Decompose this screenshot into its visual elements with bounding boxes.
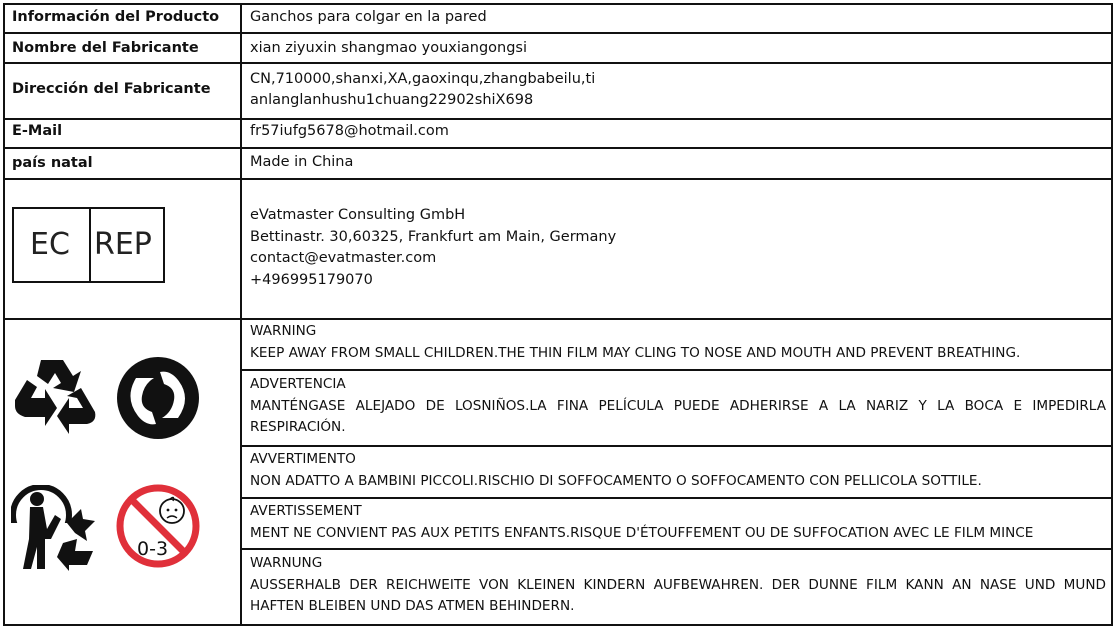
row-divider bbox=[3, 147, 1113, 149]
email-label: E-Mail bbox=[12, 123, 63, 139]
table-border-right bbox=[1111, 3, 1113, 626]
tidyman-icon bbox=[11, 485, 101, 571]
manufacturer-name-value: xian ziyuxin shangmao youxiangongsi bbox=[250, 40, 528, 56]
warning-it-title: AVVERTIMENTO bbox=[250, 451, 356, 467]
warning-de-text: AUSSERHALB DER REICHWEITE VON KLEINEN KINDERN AUFBEWAHREN. DER DUNNE FILM KANN AN NASE UND MUND HAFTEN BLEIBEN UND DAS ATMEN BEHINDERN. bbox=[250, 576, 1106, 614]
warning-de-title: WARNUNG bbox=[250, 555, 323, 571]
email-value: fr57iufg5678@hotmail.com bbox=[250, 123, 449, 139]
row-divider bbox=[3, 62, 1113, 64]
warning-divider bbox=[240, 369, 1113, 371]
ec-rep-logo-divider bbox=[89, 209, 91, 281]
product-value: Ganchos para colgar en la pared bbox=[250, 9, 487, 25]
age-0-3-warning-icon bbox=[115, 483, 201, 569]
warning-divider bbox=[240, 445, 1113, 447]
ec-rep-email: contact@evatmaster.com bbox=[250, 250, 437, 266]
product-label: Información del Producto bbox=[12, 9, 220, 25]
column-divider bbox=[240, 3, 242, 626]
warning-en-text: KEEP AWAY FROM SMALL CHILDREN.THE THIN FILM MAY CLING TO NOSE AND MOUTH AND PREVENT BREATHING. bbox=[250, 344, 1021, 361]
warning-it bbox=[250, 449, 982, 492]
warning-es-text: MANTÉNGASE ALEJADO DE LOSNIÑOS.LA FINA PELÍCULA PUEDE ADHERIRSE A LA NARIZ Y LA BOCA E IMPEDIRLA RESPIRACIÓN. bbox=[250, 397, 1106, 435]
warning-en-title: WARNING bbox=[250, 323, 317, 339]
manufacturer-address-line1: CN,710000,shanxi,XA,gaoxinqu,zhangbabeilu,ti bbox=[250, 71, 596, 87]
warning-it-text: NON ADATTO A BAMBINI PICCOLI.RISCHIO DI SOFFOCAMENTO O SOFFOCAMENTO CON PELLICOLA SOTTILE. bbox=[250, 472, 982, 489]
table-border-top bbox=[3, 3, 1113, 5]
warning-de bbox=[250, 553, 1106, 618]
warning-fr bbox=[250, 501, 1033, 544]
ec-rep-logo-right: REP bbox=[94, 227, 152, 262]
row-divider bbox=[3, 118, 1113, 120]
manufacturer-address-label: Dirección del Fabricante bbox=[12, 81, 211, 97]
ec-rep-logo-left: EC bbox=[30, 227, 70, 262]
row-divider bbox=[3, 32, 1113, 34]
warning-fr-text: MENT NE CONVIENT PAS AUX PETITS ENFANTS.RISQUE D'ÉTOUFFEMENT OU DE SUFFOCATION AVEC LE FILM MINCE bbox=[250, 524, 1034, 541]
row-divider bbox=[3, 318, 1113, 320]
ec-rep-phone: +496995179070 bbox=[250, 272, 373, 288]
recycle-icon bbox=[11, 354, 99, 438]
warning-fr-title: AVERTISSEMENT bbox=[250, 503, 362, 519]
row-divider bbox=[3, 178, 1113, 180]
warning-es-title: ADVERTENCIA bbox=[250, 376, 346, 392]
table-border-bottom bbox=[3, 624, 1113, 626]
warning-divider bbox=[240, 548, 1113, 550]
manufacturer-address-line2: anlanglanhushu1chuang22902shiX698 bbox=[250, 92, 534, 108]
manufacturer-name-label: Nombre del Fabricante bbox=[12, 40, 199, 56]
warning-en bbox=[250, 321, 1020, 364]
ec-rep-company: eVatmaster Consulting GmbH bbox=[250, 207, 466, 223]
ec-rep-logo bbox=[12, 207, 165, 283]
warning-divider bbox=[240, 497, 1113, 499]
warning-es bbox=[250, 374, 1106, 439]
age-label: 0-3 bbox=[137, 538, 169, 560]
green-dot-icon bbox=[116, 356, 200, 440]
product-info-table bbox=[3, 3, 1113, 626]
table-border-left bbox=[3, 3, 5, 626]
origin-label: país natal bbox=[12, 155, 93, 171]
ec-rep-address: Bettinastr. 30,60325, Frankfurt am Main, Germany bbox=[250, 229, 617, 245]
origin-value: Made in China bbox=[250, 154, 354, 170]
